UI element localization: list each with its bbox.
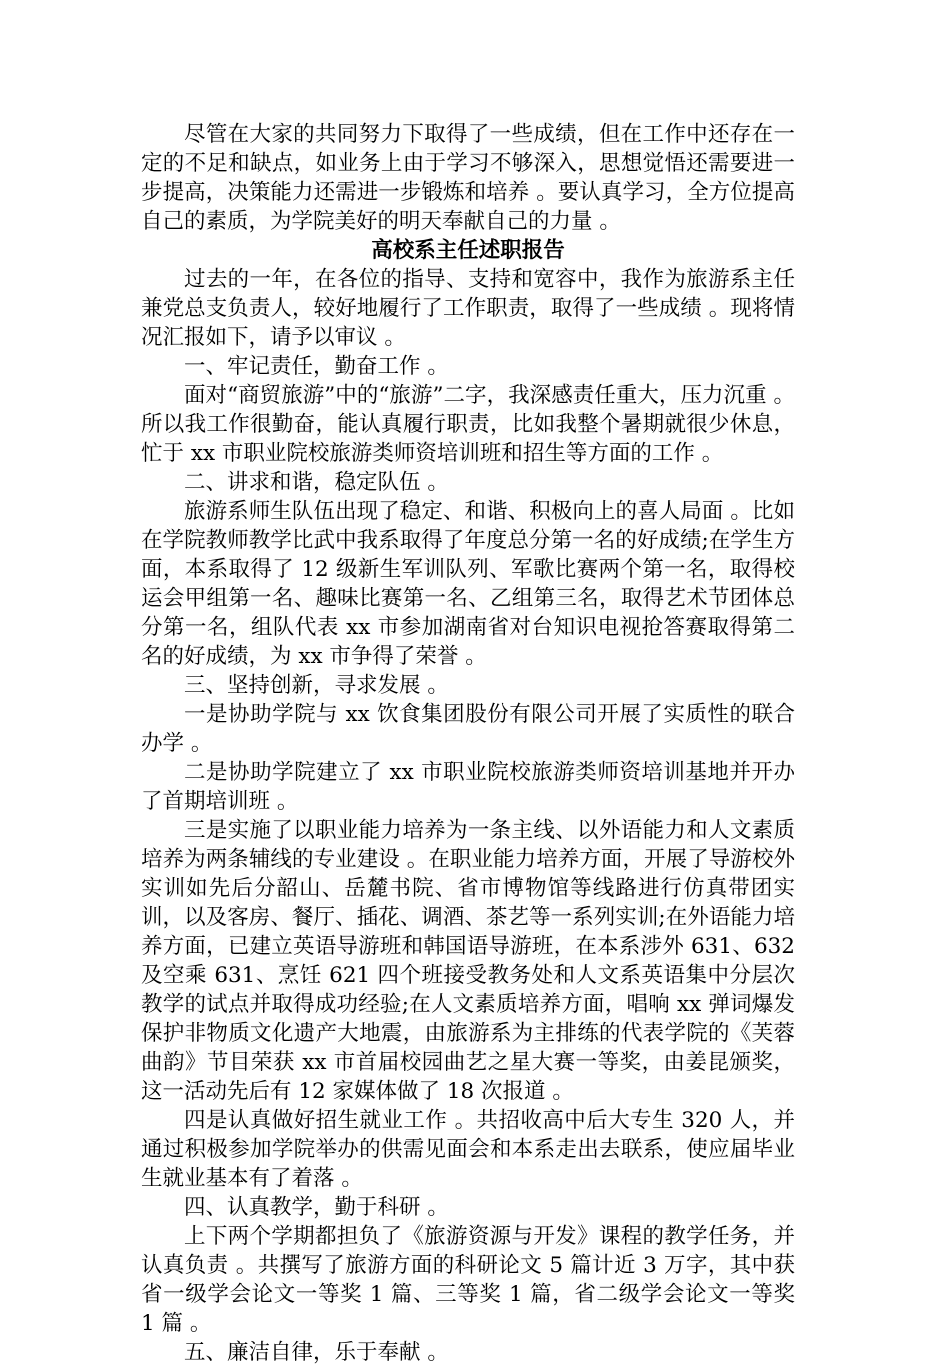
intro-paragraph: 尽管在大家的共同努力下取得了一些成绩，但在工作中还存在一定的不足和缺点，如业务上由于学习不够深入，思想觉悟还需要进一步提高，决策能力还需进一步锻炼和培养 。要认真学习，全方位提高自己的素质，为学院美好的明天奉献自己的力量 。	[141, 122, 795, 234]
paragraph-section-1: 面对“商贸旅游”中的“旅游”二字，我深感责任重大，压力沉重 。所以我工作很勤奋，能认真履行职责，比如我整个暑期就很少休息，忙于 xx 市职业院校旅游类师资培训班和招生等方面的工作 。	[141, 383, 795, 466]
section-heading-5: 五、廉洁自律，乐于奉献 。	[184, 1340, 449, 1365]
section-heading-1: 一、牢记责任，勤奋工作 。	[184, 354, 449, 379]
section-heading-2: 二、讲求和谐，稳定队伍 。	[184, 470, 449, 495]
document-page	[141, 120, 795, 1367]
paragraph-item-1: 一是协助学院与 xx 饮食集团股份有限公司开展了实质性的联合办学 。	[141, 702, 795, 756]
paragraph-section-4: 上下两个学期都担负了《旅游资源与开发》课程的教学任务，并认真负责 。共撰写了旅游方面的科研论文 5 篇计近 3 万字，其中获省一级学会论文一等奖 1 篇、三等奖 1 篇，省二级学会论文一等奖 1 篇 。	[141, 1224, 795, 1336]
paragraph-item-4: 四是认真做好招生就业工作 。共招收高中后大专生 320 人，并通过积极参加学院举办的供需见面会和本系走出去联系，使应届毕业生就业基本有了着落 。	[141, 1108, 795, 1191]
document-title: 高校系主任述职报告	[371, 238, 565, 263]
paragraph-item-2: 二是协助学院建立了 xx 市职业院校旅游类师资培训基地并开办了首期培训班 。	[141, 760, 795, 814]
paragraph-item-3: 三是实施了以职业能力培养为一条主线、以外语能力和人文素质培养为两条辅线的专业建设 。在职业能力培养方面，开展了导游校外实训如先后分韶山、岳麓书院、省市博物馆等线路进行仿真带团实训，以及客房、餐厅、插花、调酒、茶艺等一系列实训;在外语能力培养方面，已建立英语导游班和韩国语导游班，在本系涉外 631、632 及空乘 631、烹饪 621 四个班接受教务处和人文系英语集中分层次教学的试点并取得成功经验;在人文素质培养方面，唱响 xx 弹词爆发保护非物质文化遗产大地震，由旅游系为主排练的代表学院的《芙蓉曲韵》节目荣获 xx 市首届校园曲艺之星大赛一等奖，由姜昆颁奖，这一活动先后有 12 家媒体做了 18 次报道 。	[141, 818, 795, 1104]
section-heading-3: 三、坚持创新，寻求发展 。	[184, 673, 449, 698]
paragraph-opening: 过去的一年，在各位的指导、支持和宽容中，我作为旅游系主任兼党总支负责人，较好地履行了工作职责，取得了一些成绩 。现将情况汇报如下，请予以审议 。	[141, 267, 795, 350]
section-heading-4: 四、认真教学，勤于科研 。	[184, 1195, 449, 1220]
paragraph-section-2: 旅游系师生队伍出现了稳定、和谐、积极向上的喜人局面 。比如在学院教师教学比武中我系取得了年度总分第一名的好成绩;在学生方面，本系取得了 12 级新生军训队列、军歌比赛两个第一名，取得校运会甲组第一名、趣味比赛第一名、乙组第三名，取得艺术节团体总分第一名，组队代表 xx 市参加湖南省对台知识电视抢答赛取得第二名的好成绩，为 xx 市争得了荣誉 。	[141, 499, 795, 669]
